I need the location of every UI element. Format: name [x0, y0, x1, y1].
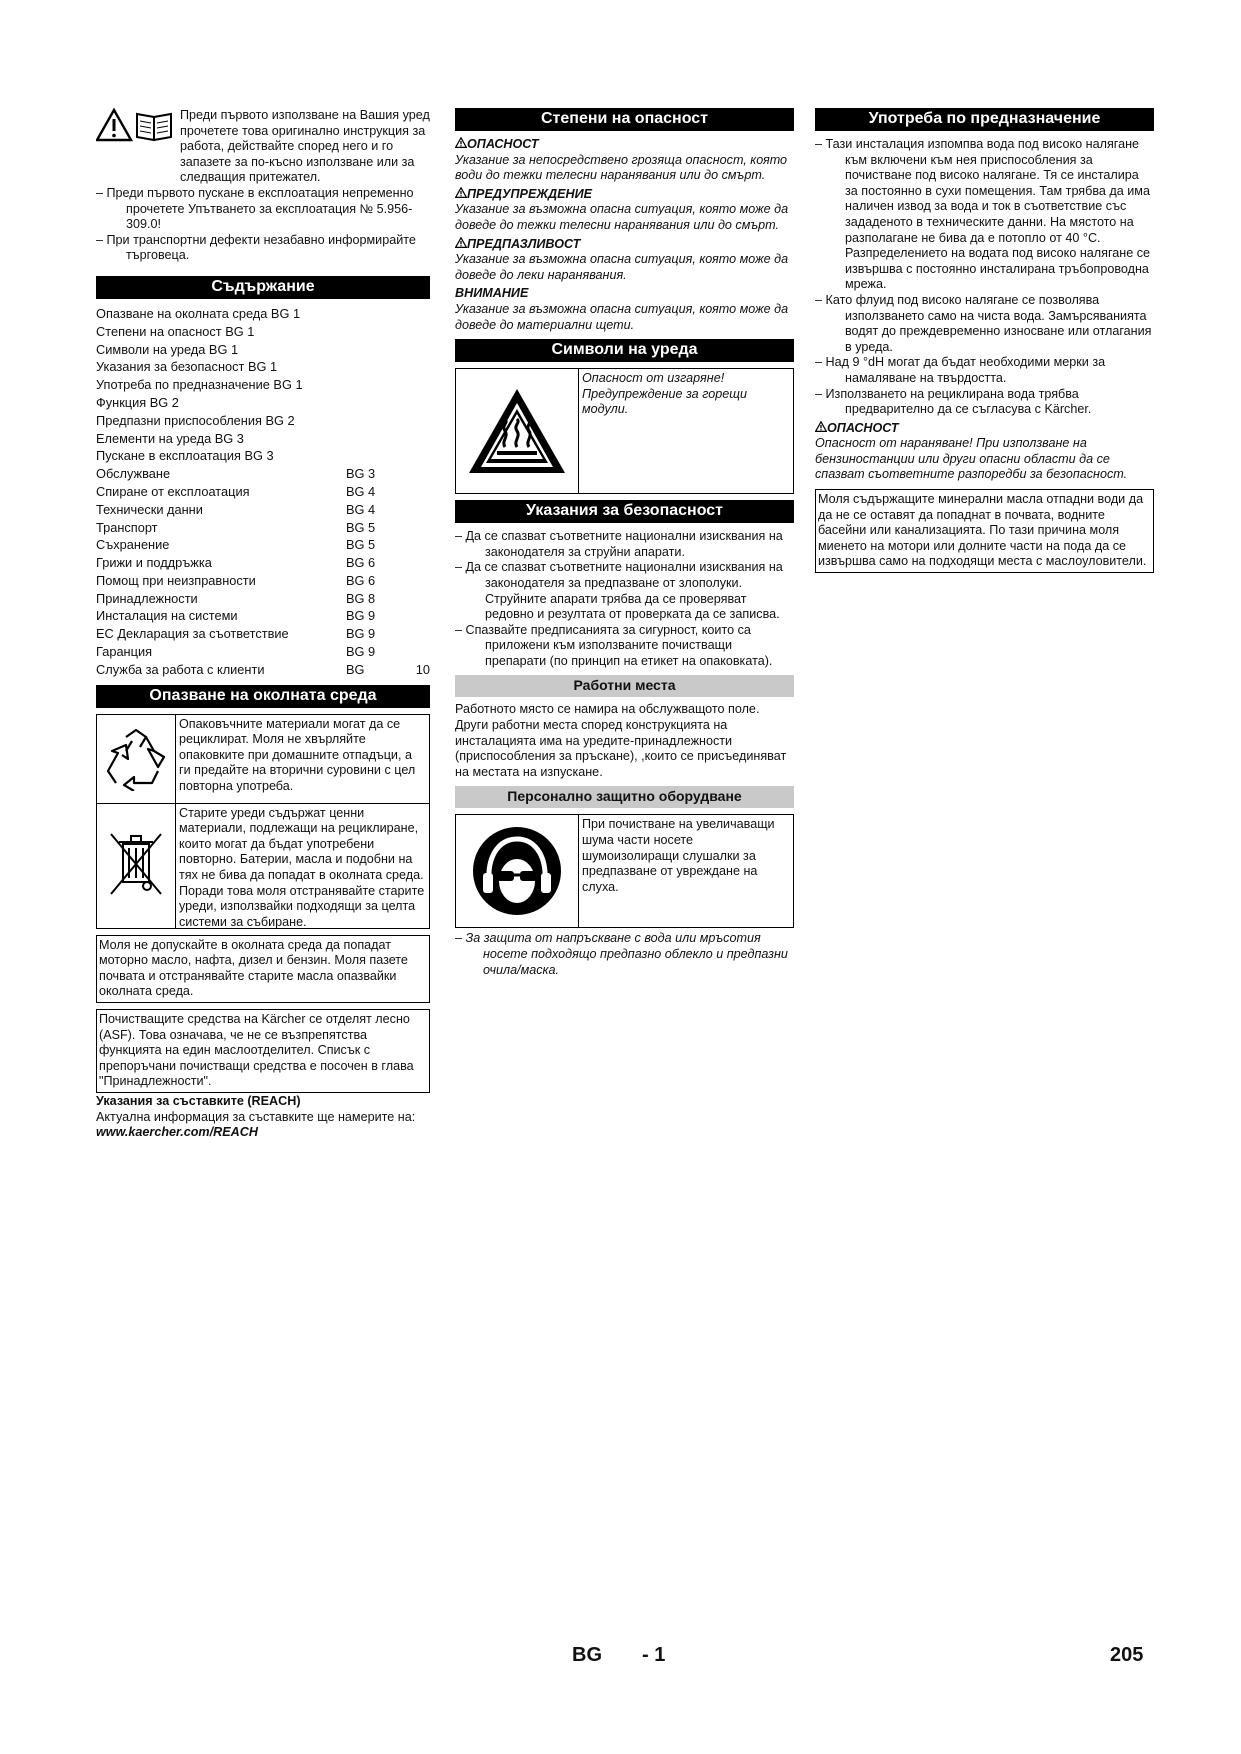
toc-label: Функция BG 2: [96, 394, 179, 410]
hot-surface-text: Опасност от изгаряне! Предупреждение за горещи модули.: [582, 371, 747, 417]
safety-bullet: – Спазвайте предписанията за сигурност, които са приложени към използваните почистващи препарати (по принцип на етикет на опаковката).: [455, 622, 773, 668]
reach-title: Указания за съставките (REACH): [96, 1094, 301, 1109]
danger-level-label: ПРЕДУПРЕЖДЕНИЕ: [455, 187, 794, 203]
toc-page: BG: [346, 661, 365, 677]
usage-bullet: – Тази инсталация изпомпва вода под високо налягане към включени към нея приспособления за почистване под високо налягане. Тя се инсталира за постоянно в сухи помещения. Там трябва да има наличен извод за вода и ток в съответствие със зададеното в техническите данни. На мястото на разполагане не бива да е потопло от 40 °C. Разпределението на водата под високо налягане се извършва с постоянно инсталирана тръбопроводна мрежа.: [815, 137, 1151, 292]
toc-label: Предпазни приспособления BG 2: [96, 412, 295, 428]
toc-label: Символи на уреда BG 1: [96, 341, 239, 357]
toc-row[interactable]: [96, 412, 430, 430]
ppe-title: Персонално защитно оборудване: [455, 786, 794, 808]
reach-text: Актуална информация за съставките ще намерите на:: [96, 1109, 416, 1124]
toc-row[interactable]: [96, 590, 430, 608]
recycle-text: Опаковъчните материали могат да се рециклират. Моля не хвърляйте опаковките при домашните отпадъци, а ги предайте на вторични суровини с цел повторна употреба.: [179, 716, 416, 794]
toc-extra: [406, 483, 430, 501]
usage-danger-label: ОПАСНОСТ: [815, 421, 1154, 437]
safety-bullet: – Да се спазват съответните национални изисквания на законодателя за предпазване от злополуки. Струйните апарати трябва да се проверяват редовно и резултата от проверката да се записва.: [455, 560, 783, 622]
intro-icons: [96, 108, 176, 147]
toc-extra: [406, 607, 430, 625]
toc-row[interactable]: [96, 625, 430, 643]
toc-label: Елементи на уреда BG 3: [96, 430, 244, 446]
toc-page: BG 3: [346, 466, 376, 482]
toc-page: [346, 430, 406, 448]
toc-page: [346, 376, 406, 394]
table-of-contents: [96, 305, 430, 679]
toc-extra: [406, 412, 430, 430]
toc-extra: [406, 394, 430, 412]
toc-page: [346, 341, 406, 359]
intro-section: [96, 108, 430, 186]
toc-label: Помощ при неизправности: [96, 572, 256, 588]
intro-lead: Преди първото използване на Вашия уред прочетете това оригинално инструкция за работа, действайте според него и го запазете за по-късно използване или за следващия притежател.: [180, 108, 430, 185]
danger-title: Степени на опасност: [455, 108, 794, 131]
toc-row[interactable]: [96, 519, 430, 537]
toc-row[interactable]: [96, 341, 430, 359]
toc-row[interactable]: [96, 536, 430, 554]
recycling-icon: [102, 727, 170, 791]
toc-row[interactable]: [96, 465, 430, 483]
toc-page: BG 5: [346, 537, 376, 553]
toc-extra: [406, 519, 430, 537]
footer-language: BG: [572, 1644, 602, 1666]
toc-extra: [406, 501, 430, 519]
ear-eye-protection-icon: [469, 823, 565, 919]
danger-level-label: ВНИМАНИЕ: [455, 286, 529, 301]
toc-page: [346, 447, 406, 465]
toc-row[interactable]: [96, 554, 430, 572]
toc-row[interactable]: [96, 607, 430, 625]
toc-row[interactable]: [96, 643, 430, 661]
page-number: 205: [1110, 1644, 1144, 1666]
toc-extra: [406, 643, 430, 661]
toc-label: Указания за безопасност BG 1: [96, 359, 278, 375]
toc-label: Обслужване: [96, 466, 171, 482]
oil-notice: Моля не допускайте в околната среда да попадат моторно масло, нафта, дизел и бензин. Моля пазете почвата и отстранявайте старите масла опазвайки околната среда.: [96, 935, 430, 1003]
toc-page: BG 5: [346, 519, 376, 535]
toc-label: Степени на опасност BG 1: [96, 323, 255, 339]
toc-row[interactable]: [96, 447, 430, 465]
footer-page-suffix: - 1: [642, 1644, 666, 1666]
toc-extra: [406, 590, 430, 608]
toc-label: Спиране от експлоатация: [96, 483, 250, 499]
toc-page: [346, 305, 406, 323]
toc-extra: [406, 465, 430, 483]
intro-bullet: – При транспортни дефекти незабавно информирайте търговеца.: [96, 232, 416, 263]
toc-title: Съдържание: [96, 276, 430, 299]
toc-extra: 10: [415, 661, 430, 677]
toc-label: Опазване на околната среда BG 1: [96, 305, 301, 321]
toc-page: BG 9: [346, 626, 376, 642]
danger-level-text: Указание за непосредствено грозяща опасност, която води до тежки телесни наранявания или до смърт.: [455, 152, 788, 183]
toc-label: ЕС Декларация за съответствие: [96, 626, 289, 642]
env-icon-table: [96, 714, 430, 929]
toc-page: BG 9: [346, 644, 376, 660]
ppe-text: При почистване на увеличаващи шума части носете шумоизолиращи слушалки за предпазване от увреждане на слуха.: [582, 817, 775, 894]
toc-page: BG 9: [346, 608, 376, 624]
work-places-text: Работното място се намира на обслужващото поле. Други работни места според конструкцията на инсталацията има на уредите-принадлежности (приспособления за пръскане), ,които се присъединяват на местата на изпускане.: [455, 702, 787, 779]
toc-extra: [406, 536, 430, 554]
toc-extra: [406, 572, 430, 590]
usage-danger-text: Опасност от нараняване! При използване на бензиностанции или други опасни области да се спазват съответните разпоредби за безопасност.: [815, 436, 1128, 482]
intro-bullet: – Преди първото пускане в експлоатация непременно прочетете Упътването за експлоатация № 5.956-309.0!: [96, 185, 414, 232]
toc-row[interactable]: [96, 358, 430, 376]
usage-bullet: – Над 9 °dH могат да бъдат необходими мерки за намаляване на твърдостта.: [815, 355, 1106, 385]
crossed-bin-icon: [107, 830, 165, 902]
toc-extra: [406, 323, 430, 341]
weee-text: Старите уреди съдържат ценни материали, подлежащи на рециклиране, които могат да бъдат употребени повторно. Батерии, масла и подобни на тях не бива да попадат в околната среда. Поради това моля отстранявайте старите уреди, използвайки подходящи за целта системи за събиране.: [179, 805, 425, 929]
symbols-table: [455, 368, 794, 494]
reach-link[interactable]: www.kaercher.com/REACH: [96, 1125, 258, 1140]
danger-level-label: ОПАСНОСТ: [455, 137, 794, 153]
toc-extra: [406, 305, 430, 323]
hot-surface-icon: [465, 383, 569, 479]
toc-row[interactable]: [96, 483, 430, 501]
symbols-title: Символи на уреда: [455, 339, 794, 362]
ppe-note: – За защита от напръскване с вода или мръсотия носете подходящо предпазно облекло и предпазни очила/маска.: [455, 931, 788, 977]
toc-page: BG 4: [346, 483, 376, 499]
toc-row[interactable]: [96, 305, 430, 323]
danger-level-label: ПРЕДПАЗЛИВОСТ: [455, 237, 794, 253]
toc-page: BG 8: [346, 590, 376, 606]
warning-icon: [455, 137, 467, 148]
middle-column: [455, 108, 794, 978]
danger-level-text: Указание за възможна опасна ситуация, която може да доведе до леки наранявания.: [455, 252, 789, 282]
warning-icon: [815, 421, 827, 432]
toc-label: Принадлежности: [96, 590, 198, 606]
toc-row[interactable]: [96, 430, 430, 448]
toc-page: BG 6: [346, 555, 376, 571]
toc-row[interactable]: [96, 394, 430, 412]
safety-title: Указания за безопасност: [455, 500, 794, 523]
usage-bullet: – Като флуид под високо налягане се позволява използването само на чиста вода. Замърсяванията водят до преждевременно износване или отлагания в уреда.: [815, 292, 1152, 354]
danger-levels: [455, 137, 794, 333]
toc-extra: [406, 447, 430, 465]
toc-row[interactable]: [96, 572, 430, 590]
toc-page: [346, 358, 406, 376]
toc-page: BG 6: [346, 572, 376, 588]
toc-label: Грижи и поддръжка: [96, 555, 212, 571]
toc-row[interactable]: [96, 376, 430, 394]
safety-bullet: – Да се спазват съответните национални изисквания на законодателя за струйни апарати.: [455, 529, 783, 559]
toc-label: Употреба по предназначение BG 1: [96, 377, 303, 393]
danger-level-text: Указание за възможна опасна ситуация, която може да доведе до материални щети.: [455, 301, 789, 332]
toc-page: [346, 394, 406, 412]
warning-manual-icon: [96, 108, 176, 142]
danger-level-text: Указание за възможна опасна ситуация, която може да доведе до тежки телесни наранявания или до смърт.: [455, 202, 789, 232]
toc-label: Гаранция: [96, 644, 153, 660]
toc-row[interactable]: [96, 661, 430, 679]
toc-label: Транспорт: [96, 519, 158, 535]
toc-page: [346, 323, 406, 341]
toc-label: Съхранение: [96, 537, 170, 553]
mineral-oil-notice: Моля съдържащите минерални масла отпадни води да да не се оставят да попаднат в почвата, водните басейни или канализацията. По тази причина моля миенето на мотори или долните части на пода да се извършва само на подходящи места с маслоуловители.: [815, 489, 1154, 573]
toc-row[interactable]: [96, 323, 430, 341]
toc-label: Технически данни: [96, 501, 203, 517]
toc-extra: [406, 625, 430, 643]
toc-extra: [406, 358, 430, 376]
toc-label: Пускане в експлоатация BG 3: [96, 448, 274, 464]
toc-extra: [406, 430, 430, 448]
toc-extra: [406, 376, 430, 394]
usage-bullet: – Използването на рециклирана вода трябва предварително да се съгласува с Kärcher.: [815, 386, 1092, 417]
env-title: Опазване на околната среда: [96, 685, 430, 708]
warning-icon: [455, 187, 467, 198]
toc-extra: [406, 341, 430, 359]
toc-row[interactable]: [96, 501, 430, 519]
asf-notice: Почистващите средства на Kärcher се отделят лесно (ASF). Това означава, че не се възпрепятства функцията на един маслоотделител. Списък с препоръчани почистващи средства е посочен в глава "Принадлежности".: [96, 1009, 430, 1093]
toc-label: Служба за работа с клиенти: [96, 661, 265, 677]
left-column: [96, 108, 430, 1141]
warning-icon: [455, 237, 467, 248]
usage-title: Употреба по предназначение: [815, 108, 1154, 131]
toc-page: BG 4: [346, 501, 376, 517]
toc-extra: [406, 554, 430, 572]
right-column: [815, 108, 1154, 573]
work-places-title: Работни места: [455, 675, 794, 697]
toc-label: Инсталация на системи: [96, 608, 238, 624]
ppe-table: [455, 814, 794, 928]
toc-page: [346, 412, 406, 430]
